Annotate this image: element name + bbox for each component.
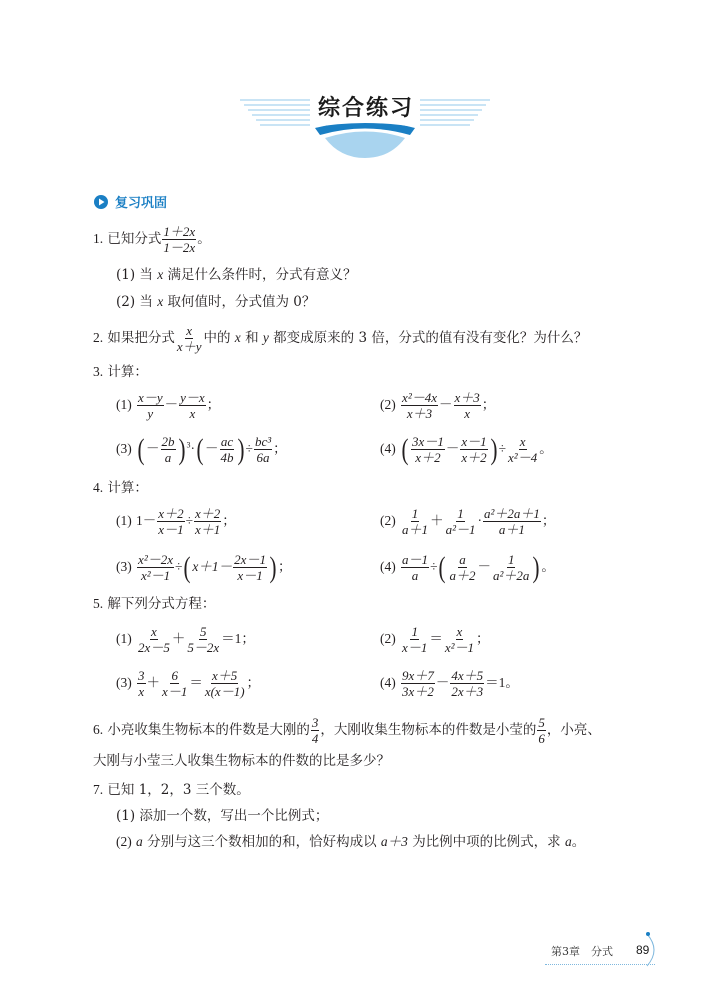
operator: － bbox=[435, 675, 450, 690]
punct: 。 bbox=[539, 441, 553, 457]
sub-text: 满足什么条件时，分式有意义？ bbox=[167, 267, 357, 283]
page-title: 综合练习 bbox=[318, 96, 415, 121]
page-number: 89 bbox=[636, 943, 650, 957]
sub-label: (2) bbox=[380, 513, 396, 528]
operator: ÷ bbox=[498, 441, 507, 456]
play-circle-icon bbox=[93, 194, 109, 210]
operator: · bbox=[190, 441, 196, 456]
var: x bbox=[234, 330, 241, 345]
question-number: 2. bbox=[93, 330, 104, 345]
question-text: 大刚与小莹三人收集生物标本的件数的比是多少？ bbox=[93, 753, 390, 769]
rhs: ＝1。 bbox=[485, 675, 519, 690]
sub-label: (2) bbox=[380, 397, 396, 412]
q4-part-2 bbox=[380, 506, 555, 537]
q3-part-4: (4) ( $\frac{3x-1}{x+2}$ － $\frac{x-1}{x+2}$ ) ÷ $\frac{x}{\text{x²－4}}$ 。 bbox=[380, 432, 553, 466]
question-text: 计算： bbox=[107, 364, 148, 380]
question-text: 如果把分式 bbox=[107, 330, 175, 346]
q5-part-4 bbox=[380, 668, 519, 699]
sub-label: (1) bbox=[116, 513, 132, 528]
punct: ； bbox=[476, 631, 490, 647]
fraction: $\frac{2x-1}{x-1}$ bbox=[234, 552, 266, 583]
fraction: $\frac{2b}{a}$ bbox=[161, 434, 175, 465]
fraction: $\frac{1}{\text{a²－1}}$ bbox=[445, 506, 476, 537]
fraction: $\frac{6}{x-1}$ bbox=[162, 668, 188, 699]
sub-label: (3) bbox=[116, 559, 132, 574]
operator: － bbox=[439, 397, 453, 412]
punct: ； bbox=[246, 675, 261, 691]
sub-label: (3) bbox=[116, 441, 132, 456]
rhs: ＝1； bbox=[221, 631, 255, 646]
question-text: 已知分式 bbox=[107, 231, 162, 247]
sub-label: (2) 当 bbox=[116, 294, 153, 310]
footer-chapter: 第3章 分式 bbox=[551, 945, 613, 958]
question-1-sub-1 bbox=[116, 265, 357, 285]
fraction: $\frac{4x+5}{2x+3}$ bbox=[451, 668, 484, 699]
operator: ÷ bbox=[245, 441, 253, 456]
sub-label: (3) bbox=[116, 675, 132, 690]
punct: 。 bbox=[571, 834, 586, 850]
punct: ； bbox=[273, 441, 287, 457]
q3-part-3: (3) ( － $\frac{2b}{a}$ ) $^3$·( － $\frac{ac}{4b}$ ) ÷ $\frac{\text{bc³}}{6a}$ ； bbox=[116, 432, 287, 466]
fraction: $\frac{5}{6}$ bbox=[538, 715, 545, 746]
sub-label: (2) bbox=[380, 631, 396, 646]
fraction: $\frac{3x-1}{x+2}$ bbox=[412, 434, 444, 465]
fraction: $\frac{ac}{4b}$ bbox=[220, 434, 234, 465]
fraction: $\frac{1+2x}{1-2x}$ bbox=[163, 224, 196, 255]
question-text: 解下列分式方程： bbox=[107, 596, 216, 612]
exponent: 3 bbox=[186, 440, 191, 450]
fraction: $\frac{a}{a+2}$ bbox=[449, 552, 476, 583]
sub-text: 取何值时，分式值为 0？ bbox=[167, 294, 316, 310]
question-7-sub-1 bbox=[116, 806, 328, 826]
question-number: 7. bbox=[93, 782, 104, 797]
fraction: $\frac{x-1}{x+2}$ bbox=[461, 434, 487, 465]
punct: ； bbox=[481, 397, 496, 413]
fraction: $\frac{x-y}{y}$ bbox=[138, 390, 163, 421]
q4-part-3: (3) $\frac{\text{x²－2x}}{\text{x²－1}}$ ÷( x＋1－ $\frac{2x-1}{x-1}$ ) ； bbox=[116, 550, 292, 584]
var: x bbox=[157, 294, 164, 309]
fraction: $\frac{x}{2x-5}$ bbox=[138, 624, 170, 655]
operator: ＝ bbox=[189, 675, 203, 690]
fraction: $\frac{x+3}{x}$ bbox=[454, 390, 480, 421]
footer-rule bbox=[545, 964, 655, 965]
fraction: $\frac{1}{x-1}$ bbox=[402, 624, 428, 655]
var: x bbox=[157, 267, 164, 282]
sub-label: (1) 当 bbox=[116, 267, 153, 283]
operator: ＋ bbox=[171, 631, 186, 646]
question-text: ，小亮、 bbox=[546, 722, 601, 738]
operator: － bbox=[146, 441, 160, 456]
operator: ＝ bbox=[429, 631, 443, 646]
fraction: $\frac{x}{x+y}$ bbox=[176, 323, 202, 354]
punct: ； bbox=[277, 559, 292, 575]
sub-text: (1) 添加一个数，写出一个比例式； bbox=[116, 808, 329, 824]
operator: ÷ bbox=[175, 559, 183, 574]
fraction: $\frac{1}{\text{a²＋2a}}$ bbox=[493, 552, 530, 583]
fraction: $\frac{\text{x²－2x}}{\text{x²－1}}$ bbox=[138, 552, 173, 583]
q3-part-1 bbox=[116, 390, 220, 421]
question-text: 小亮收集生物标本的件数是大刚的 bbox=[107, 722, 310, 738]
operator: － bbox=[477, 559, 491, 574]
question-text: 已知 1，2，3 三个数。 bbox=[107, 782, 250, 798]
fraction: $\frac{x+5}{x(x-1)}$ bbox=[204, 668, 245, 699]
question-number: 4. bbox=[93, 480, 104, 495]
operator: － bbox=[164, 397, 179, 412]
sub-text: 为比例中项的比例式，求 bbox=[412, 834, 561, 850]
fraction: $\frac{\text{bc³}}{6a}$ bbox=[254, 434, 272, 465]
operator: ＋ bbox=[430, 513, 444, 528]
question-5 bbox=[93, 594, 215, 614]
fraction: $\frac{x+2}{x-1}$ bbox=[158, 506, 184, 537]
fraction: $\frac{x+2}{x+1}$ bbox=[195, 506, 221, 537]
sub-label: (4) bbox=[380, 441, 396, 456]
sub-label: (1) bbox=[116, 631, 132, 646]
page-arc-icon bbox=[645, 930, 665, 970]
var: a bbox=[136, 834, 143, 849]
question-text: 都变成原来的 3 倍，分式的值有没有变化？为什么？ bbox=[273, 330, 588, 346]
punct: 。 bbox=[197, 231, 211, 247]
question-7 bbox=[93, 780, 250, 800]
question-number: 1. bbox=[93, 231, 104, 246]
question-number: 5. bbox=[93, 596, 104, 611]
sub-text: 分别与这三个数相加的和，恰好构成以 bbox=[147, 834, 377, 850]
question-1 bbox=[93, 224, 211, 255]
operator: － bbox=[205, 441, 219, 456]
section-heading bbox=[93, 192, 167, 211]
expr: 1－ bbox=[136, 513, 157, 528]
punct: 。 bbox=[541, 559, 555, 575]
var: a bbox=[564, 834, 572, 849]
operator: ＋ bbox=[146, 675, 161, 690]
fraction: $\frac{\text{x²－4x}}{x+3}$ bbox=[402, 390, 437, 421]
question-6 bbox=[93, 715, 601, 746]
q3-part-2 bbox=[380, 390, 495, 421]
fraction: $\frac{y-x}{x}$ bbox=[180, 390, 205, 421]
expr: a＋3 bbox=[380, 834, 408, 849]
punct: ； bbox=[222, 513, 236, 529]
question-number: 6. bbox=[93, 722, 104, 737]
question-text: 中的 bbox=[203, 330, 231, 346]
operator: ÷ bbox=[185, 513, 193, 528]
question-text: 和 bbox=[245, 330, 259, 346]
sub-label: (4) bbox=[380, 559, 396, 574]
q5-part-3 bbox=[116, 668, 260, 699]
punct: ； bbox=[206, 397, 221, 413]
q4-part-1 bbox=[116, 506, 236, 537]
question-1-sub-2 bbox=[116, 292, 315, 312]
sub-label: (2) bbox=[116, 834, 132, 849]
fraction: $\frac{1}{a+1}$ bbox=[402, 506, 429, 537]
sub-label: (4) bbox=[380, 675, 396, 690]
question-number: 3. bbox=[93, 364, 104, 379]
fraction: $\frac{x}{\text{x²－4}}$ bbox=[508, 434, 538, 465]
question-text: ，大刚收集生物标本的件数是小莹的 bbox=[320, 722, 537, 738]
expr: x＋1－ bbox=[192, 559, 233, 574]
question-4 bbox=[93, 478, 148, 498]
fraction: $\frac{3}{x}$ bbox=[138, 668, 145, 699]
fraction: $\frac{\text{a²＋2a＋1}}{a+1}$ bbox=[483, 506, 540, 537]
fraction: $\frac{3}{4}$ bbox=[311, 715, 319, 746]
punct: ； bbox=[541, 513, 556, 529]
q4-part-4: (4) $\frac{a-1}{a}$ ÷( $\frac{a}{a+2}$ － $\frac{1}{\text{a²＋2a}}$ ) 。 bbox=[380, 550, 555, 584]
var: y bbox=[262, 330, 269, 345]
fraction: $\frac{9x+7}{3x+2}$ bbox=[402, 668, 434, 699]
q5-part-2 bbox=[380, 624, 490, 655]
operator: · bbox=[477, 513, 482, 528]
fraction: $\frac{5}{5-2x}$ bbox=[187, 624, 220, 655]
question-7-sub-2 bbox=[116, 832, 585, 852]
operator: ÷ bbox=[430, 559, 438, 574]
q5-part-1 bbox=[116, 624, 255, 655]
question-2 bbox=[93, 323, 587, 354]
question-6-line-2 bbox=[93, 751, 390, 771]
fraction: $\frac{a-1}{a}$ bbox=[402, 552, 429, 583]
question-text: 计算： bbox=[107, 480, 148, 496]
section-title: 复习巩固 bbox=[115, 196, 168, 211]
question-3 bbox=[93, 362, 148, 382]
operator: － bbox=[445, 441, 460, 456]
sub-label: (1) bbox=[116, 397, 132, 412]
fraction: $\frac{x}{\text{x²－1}}$ bbox=[444, 624, 474, 655]
